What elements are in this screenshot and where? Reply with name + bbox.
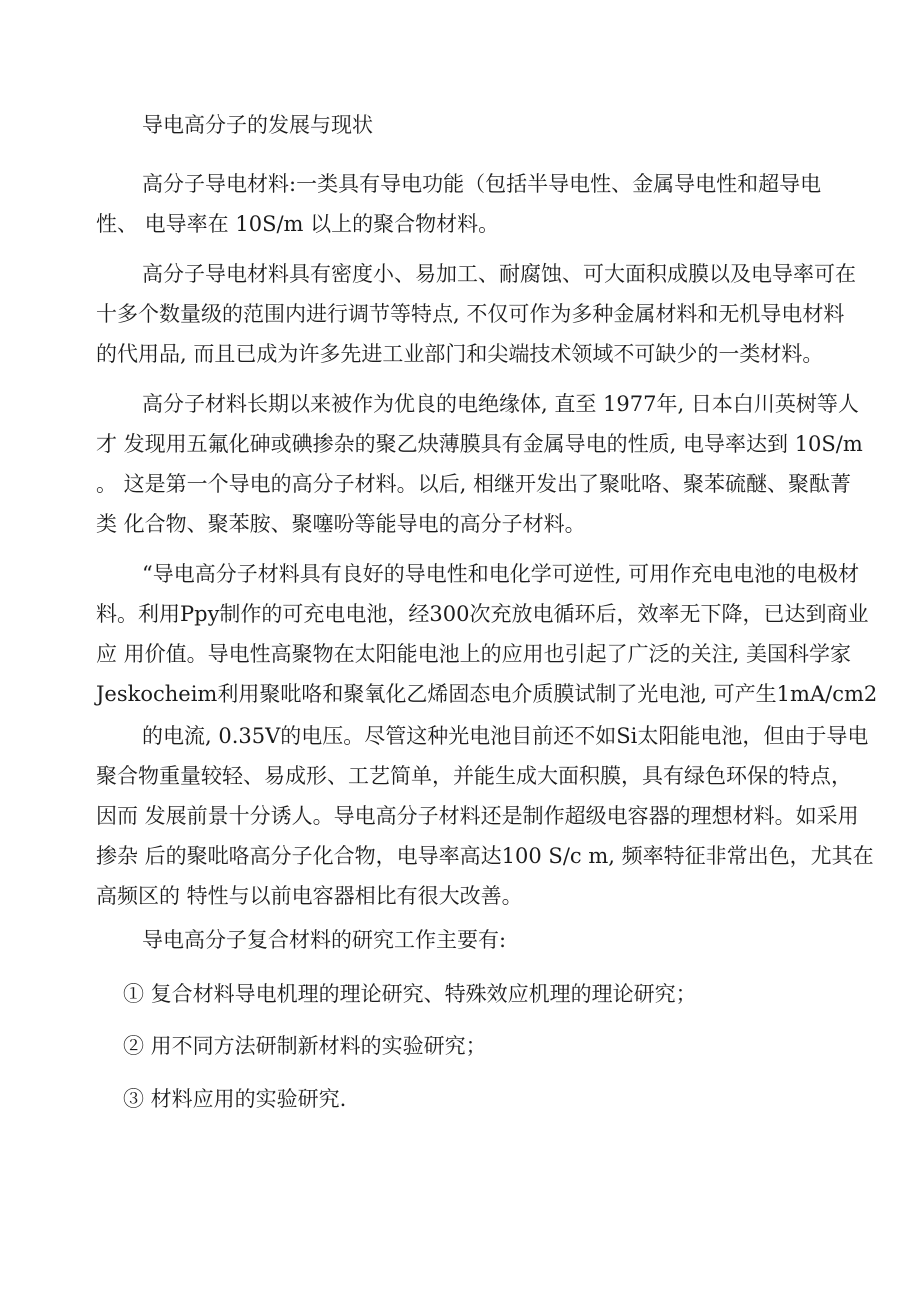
text-line: 十多个数量级的范围内进行调节等特点, 不仅可作为多种金属材料和无机导电材料 <box>96 302 845 326</box>
text-line: ② 用不同方法研制新材料的实验研究； <box>123 1034 487 1058</box>
paragraph-history <box>96 384 863 544</box>
text-line: “导电高分子材料具有良好的导电性和电化学可逆性, 可用作充电电池的电极材 <box>142 562 860 586</box>
text-line: 高分子材料长期以来被作为优良的电绝缘体, 直至 1977年, 日本白川英树等人 <box>142 392 859 416</box>
text-line: 聚合物重量较轻、易成形、工艺简单，并能生成大面积膜，具有绿色环保的特点， <box>96 764 852 788</box>
text-line: 导电高分子复合材料的研究工作主要有: <box>142 928 507 952</box>
paragraph-properties <box>96 254 856 374</box>
text-line: ③ 材料应用的实验研究. <box>123 1087 347 1111</box>
text-line: 应 用价值。导电性高聚物在太阳能电池上的应用也引起了广泛的关注, 美国科学家 <box>96 642 852 666</box>
document-title: 导电高分子的发展与现状 <box>142 113 373 137</box>
text-line: Jeskocheim利用聚吡咯和聚氧化乙烯固态电介质膜试制了光电池, 可产生1mA/cm2 <box>96 682 878 706</box>
list-item-1 <box>96 974 840 1014</box>
text-line: 高频区的 特性与以前电容器相比有很大改善。 <box>96 884 523 908</box>
text-line: 高分子导电材料具有密度小、易加工、耐腐蚀、可大面积成膜以及电导率可在 <box>142 262 856 286</box>
text-line: 的电流, 0.35V的电压。尽管这种光电池目前还不如Si太阳能电池，但由于导电 <box>142 724 869 748</box>
text-line: ① 复合材料导电机理的理论研究、特殊效应机理的理论研究； <box>123 982 697 1006</box>
text-line: 高分子导电材料:一类具有导电功能（包括半导电性、金属导电性和超导电 <box>142 172 822 196</box>
paragraph-applications-2 <box>96 716 874 916</box>
list-item-2 <box>96 1026 840 1066</box>
text-line: 才 发现用五氟化砷或碘掺杂的聚乙炔薄膜具有金属导电的性质, 电导率达到 10S/m <box>96 432 863 456</box>
text-line: 类 化合物、聚苯胺、聚噻吩等能导电的高分子材料。 <box>96 512 586 536</box>
paragraph-applications-1 <box>96 554 878 714</box>
text-line: 。 这是第一个导电的高分子材料。以后, 相继开发出了聚吡咯、聚苯硫醚、聚酞菁 <box>96 472 852 496</box>
text-line: 性、 电导率在 10S/m 以上的聚合物材料。 <box>96 212 500 236</box>
text-line: 的代用品, 而且已成为许多先进工业部门和尖端技术领域不可缺少的一类材料。 <box>96 342 824 366</box>
paragraph-definition <box>96 164 840 244</box>
text-line: 掺杂 后的聚吡咯高分子化合物，电导率高达100 S/c m, 频率特征非常出色，尤其在 <box>96 844 874 868</box>
paragraph-research-intro <box>96 920 840 960</box>
title-paragraph <box>96 105 840 145</box>
text-line: 因而 发展前景十分诱人。导电高分子材料还是制作超级电容器的理想材料。如采用 <box>96 804 859 828</box>
list-item-3 <box>96 1079 840 1119</box>
text-line: 料。利用Ppy制作的可充电电池，经300次充放电循环后，效率无下降，已达到商业 <box>96 602 869 626</box>
